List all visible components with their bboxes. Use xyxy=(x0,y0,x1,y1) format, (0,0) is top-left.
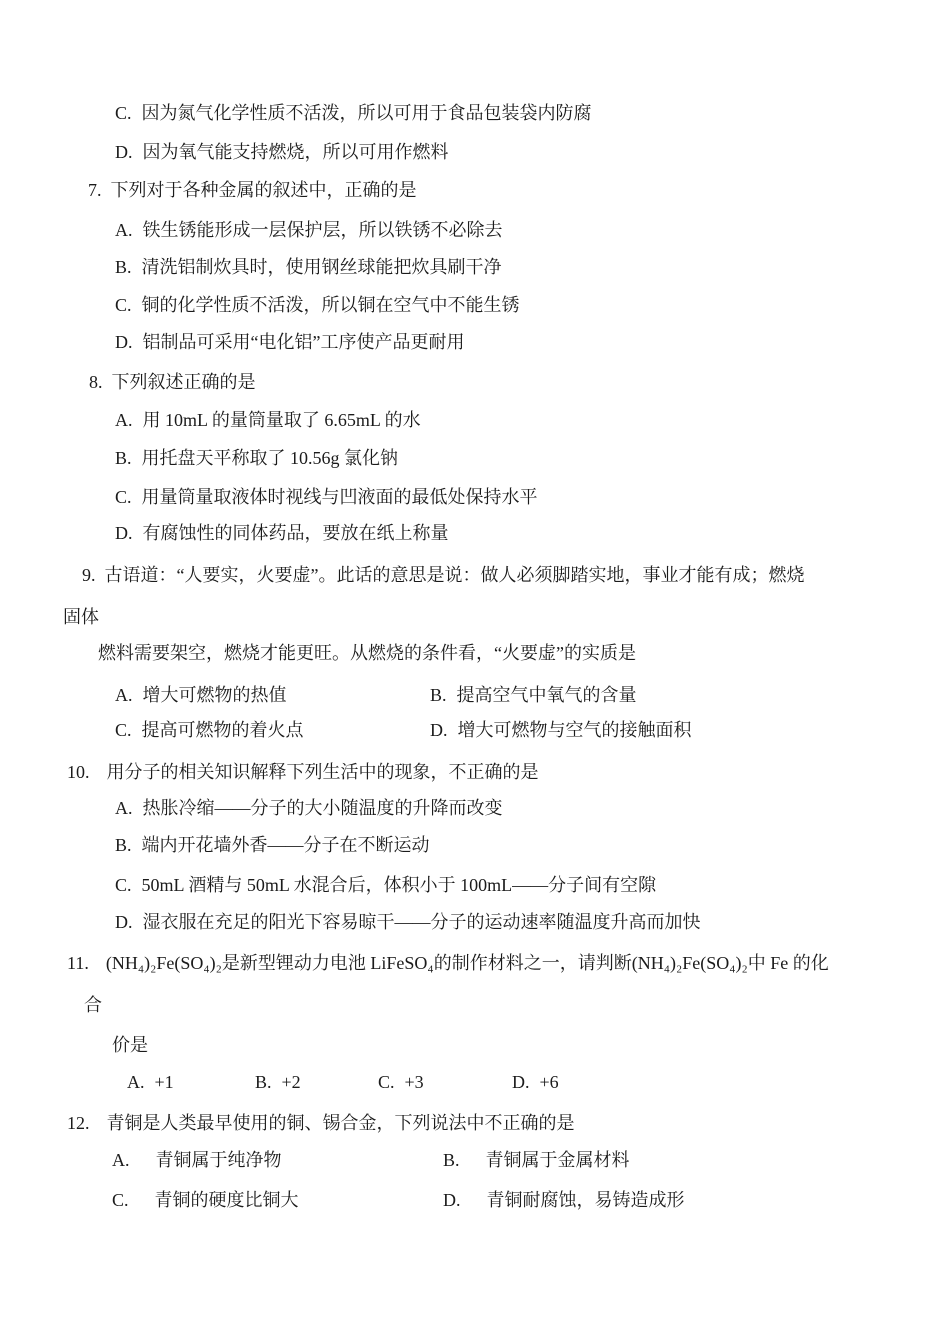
option-label: B. xyxy=(115,835,132,855)
question-number: 12. xyxy=(67,1113,90,1133)
option-label: A. xyxy=(115,798,133,818)
question-text: 价是 xyxy=(112,1035,148,1055)
q7-option-b xyxy=(115,253,502,281)
option-label: D. xyxy=(443,1190,461,1210)
question-text: 下列对于各种金属的叙述中，正确的是 xyxy=(110,180,417,200)
q11-stem-line3 xyxy=(112,1031,148,1059)
question-text: (NH₄)₂Fe(SO₄)₂是新型锂动力电池 LiFeSO₄的制作材料之一，请判断(NH₄)₂Fe(SO₄)₂中 Fe 的化 xyxy=(105,953,829,973)
q9-option-a xyxy=(115,681,287,709)
q12-option-d xyxy=(443,1186,685,1214)
q11-stem-line2 xyxy=(84,991,102,1019)
q12-option-b xyxy=(443,1146,630,1174)
question-text: 用分子的相关知识解释下列生活中的现象，不正确的是 xyxy=(106,762,539,782)
option-text: 用托盘天平称取了 10.56g 氯化钠 xyxy=(141,448,399,468)
q7-option-d xyxy=(115,328,464,356)
q10-option-a xyxy=(115,794,503,822)
q9-option-d xyxy=(430,716,692,744)
option-label: C. xyxy=(115,103,132,123)
option-text: 提高可燃物的着火点 xyxy=(141,720,304,740)
option-label: B. xyxy=(430,685,447,705)
q11-option-b xyxy=(255,1068,301,1096)
question-number: 11. xyxy=(67,953,89,973)
option-text: 端内开花墙外香——分子在不断运动 xyxy=(141,835,430,855)
question-number: 7. xyxy=(88,180,102,200)
option-label: C. xyxy=(115,875,132,895)
q11-option-a xyxy=(127,1068,174,1096)
option-text: +1 xyxy=(154,1072,174,1092)
question-text: 古语道：“人要实，火要虚”。此话的意思是说：做人必须脚踏实地，事业才能有成；燃烧 xyxy=(104,565,805,585)
q8-option-a xyxy=(115,406,421,434)
option-text: 用 10mL 的量筒量取了 6.65mL 的水 xyxy=(142,410,421,430)
option-text: 清洗铝制炊具时，使用钢丝球能把炊具刷干净 xyxy=(141,257,502,277)
option-label: D. xyxy=(115,912,133,932)
option-text: 热胀冷缩——分子的大小随温度的升降而改变 xyxy=(142,798,503,818)
option-label: B. xyxy=(255,1072,272,1092)
q11-stem-line1 xyxy=(67,949,829,977)
option-text: 湿衣服在充足的阳光下容易晾干——分子的运动速率随温度升高而加快 xyxy=(142,912,701,932)
option-label: C. xyxy=(115,295,132,315)
option-label: A. xyxy=(115,220,133,240)
option-text: +6 xyxy=(539,1072,559,1092)
option-label: A. xyxy=(115,685,133,705)
q7-stem xyxy=(88,176,417,204)
option-text: 青铜的硬度比铜大 xyxy=(154,1190,299,1210)
option-text: +2 xyxy=(281,1072,301,1092)
option-text: 因为氧气能支持燃烧，所以可用作燃料 xyxy=(142,142,449,162)
option-text: 用量筒量取液体时视线与凹液面的最低处保持水平 xyxy=(141,487,538,507)
option-label: B. xyxy=(443,1150,460,1170)
option-label: B. xyxy=(115,448,132,468)
q6-option-c xyxy=(115,99,592,127)
option-label: D. xyxy=(512,1072,530,1092)
q10-option-b xyxy=(115,831,430,859)
option-text: 铜的化学性质不活泼，所以铜在空气中不能生锈 xyxy=(141,295,520,315)
q12-option-a xyxy=(112,1146,282,1174)
option-text: 提高空气中氧气的含量 xyxy=(456,685,637,705)
option-text: 青铜耐腐蚀，易铸造成形 xyxy=(486,1190,685,1210)
option-text: 50mL 酒精与 50mL 水混合后，体积小于 100mL——分子间有空隙 xyxy=(141,875,657,895)
option-label: D. xyxy=(430,720,448,740)
option-label: D. xyxy=(115,142,133,162)
q12-option-c xyxy=(112,1186,299,1214)
option-text: 铝制品可采用“电化铝”工序使产品更耐用 xyxy=(142,332,465,352)
option-text: 增大可燃物与空气的接触面积 xyxy=(457,720,692,740)
option-text: 因为氮气化学性质不活泼，所以可用于食品包装袋内防腐 xyxy=(141,103,592,123)
q7-option-c xyxy=(115,291,520,319)
question-text: 下列叙述正确的是 xyxy=(111,372,256,392)
question-number: 9. xyxy=(82,565,96,585)
question-number: 8. xyxy=(89,372,103,392)
option-label: D. xyxy=(115,523,133,543)
q11-option-d xyxy=(512,1068,559,1096)
option-label: C. xyxy=(115,487,132,507)
q7-option-a xyxy=(115,216,503,244)
q9-stem-line3 xyxy=(98,639,636,667)
q8-option-b xyxy=(115,444,398,472)
question-number: 10. xyxy=(67,762,90,782)
option-label: D. xyxy=(115,332,133,352)
q8-option-d xyxy=(115,519,449,547)
option-text: 青铜属于纯净物 xyxy=(155,1150,282,1170)
option-text: 增大可燃物的热值 xyxy=(142,685,287,705)
option-text: 铁生锈能形成一层保护层，所以铁锈不必除去 xyxy=(142,220,503,240)
q8-stem xyxy=(89,368,256,396)
q12-stem xyxy=(67,1109,575,1137)
q6-option-d xyxy=(115,138,449,166)
question-text: 固体 xyxy=(63,607,99,627)
q9-stem-line2 xyxy=(63,603,99,631)
option-label: A. xyxy=(115,410,133,430)
option-text: 青铜属于金属材料 xyxy=(485,1150,630,1170)
q9-option-b xyxy=(430,681,637,709)
option-label: C. xyxy=(112,1190,129,1210)
option-label: B. xyxy=(115,257,132,277)
q10-option-c xyxy=(115,871,656,899)
q9-option-c xyxy=(115,716,304,744)
q9-stem-line1 xyxy=(82,561,804,589)
question-text: 燃料需要架空，燃烧才能更旺。从燃烧的条件看，“火要虚”的实质是 xyxy=(98,643,636,663)
q10-stem xyxy=(67,758,539,786)
q8-option-c xyxy=(115,483,538,511)
option-label: C. xyxy=(115,720,132,740)
q11-option-c xyxy=(378,1068,424,1096)
q10-option-d xyxy=(115,908,701,936)
question-text: 青铜是人类最早使用的铜、锡合金，下列说法中不正确的是 xyxy=(106,1113,575,1133)
option-text: +3 xyxy=(404,1072,424,1092)
question-text: 合 xyxy=(84,995,102,1015)
option-label: C. xyxy=(378,1072,395,1092)
option-label: A. xyxy=(127,1072,145,1092)
option-text: 有腐蚀性的同体药品，要放在纸上称量 xyxy=(142,523,449,543)
option-label: A. xyxy=(112,1150,130,1170)
